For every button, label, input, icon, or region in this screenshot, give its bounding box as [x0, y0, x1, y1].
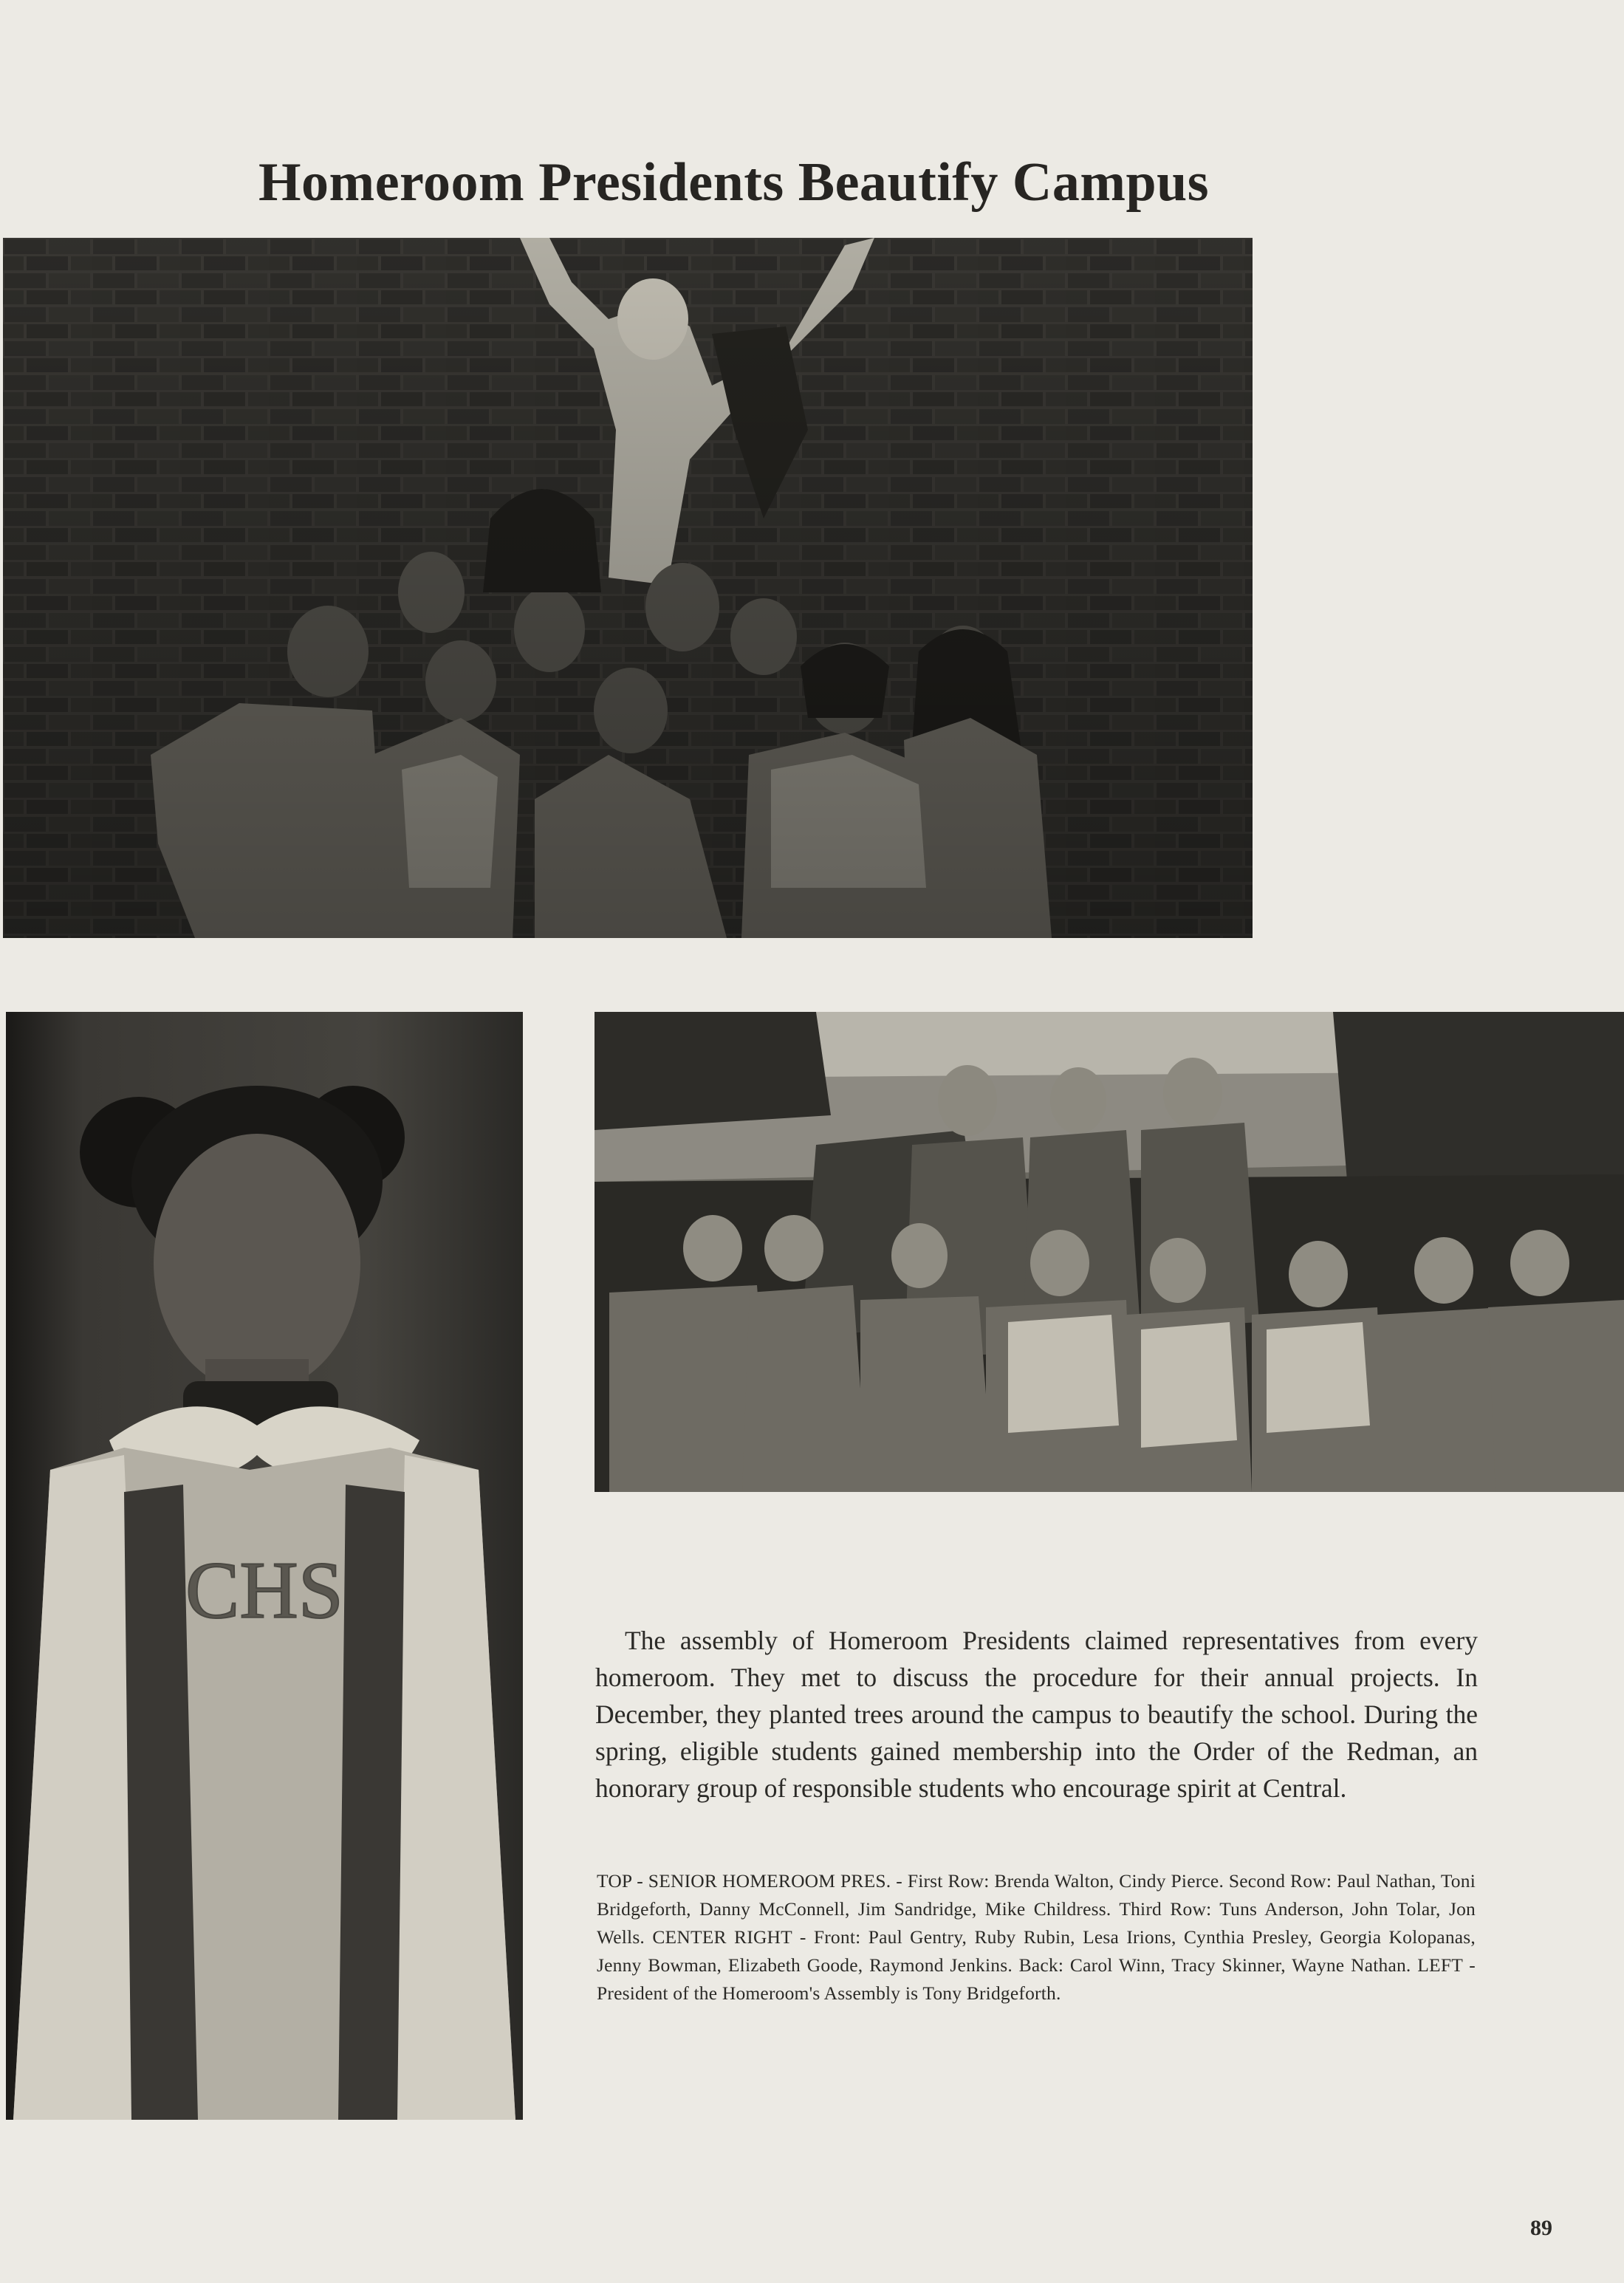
article-body-text: The assembly of Homeroom Presidents claimed representatives from every homeroom. They met to discuss the procedure for their annual projects. In December, they planted trees around the campus to beautify the school. During the spring, eligible students gained membership into the Order of the Redman, an honorary group of responsible students who encourage spirit at Central.: [595, 1625, 1478, 1803]
outdoor-group-image: [595, 1012, 1624, 1492]
monogram-text: CHS: [185, 1545, 343, 1635]
photo-caption: TOP - SENIOR HOMEROOM PRES. - First Row: Brenda Walton, Cindy Pierce. Second Row: Paul Nathan, Toni Bridgeforth, Danny McConnell, Jim Sandridge, Mike Childress. Third Row: Tuns Anderson, John Tolar, Jon Wells. CENTER RIGHT - Front: Paul Gentry, Ruby Rubin, Lesa Irions, Cynthia Presley, Georgia Kolopanas, Jenny Bowman, Elizabeth Goode, Raymond Jenkins. Back: Carol Winn, Tracy Skinner, Wayne Nathan. LEFT - President of the Homeroom's Assembly is Tony Bridgeforth.: [597, 1869, 1476, 2004]
top-group-photo: [3, 238, 1253, 938]
page-number: 89: [1530, 2216, 1552, 2240]
brick-wall-group-image: [3, 238, 1253, 938]
center-right-group-photo: [595, 1012, 1624, 1492]
page-title: Homeroom Presidents Beautify Campus: [258, 152, 1210, 213]
left-portrait-photo: [6, 1012, 523, 2120]
portrait-image: [6, 1012, 523, 2120]
